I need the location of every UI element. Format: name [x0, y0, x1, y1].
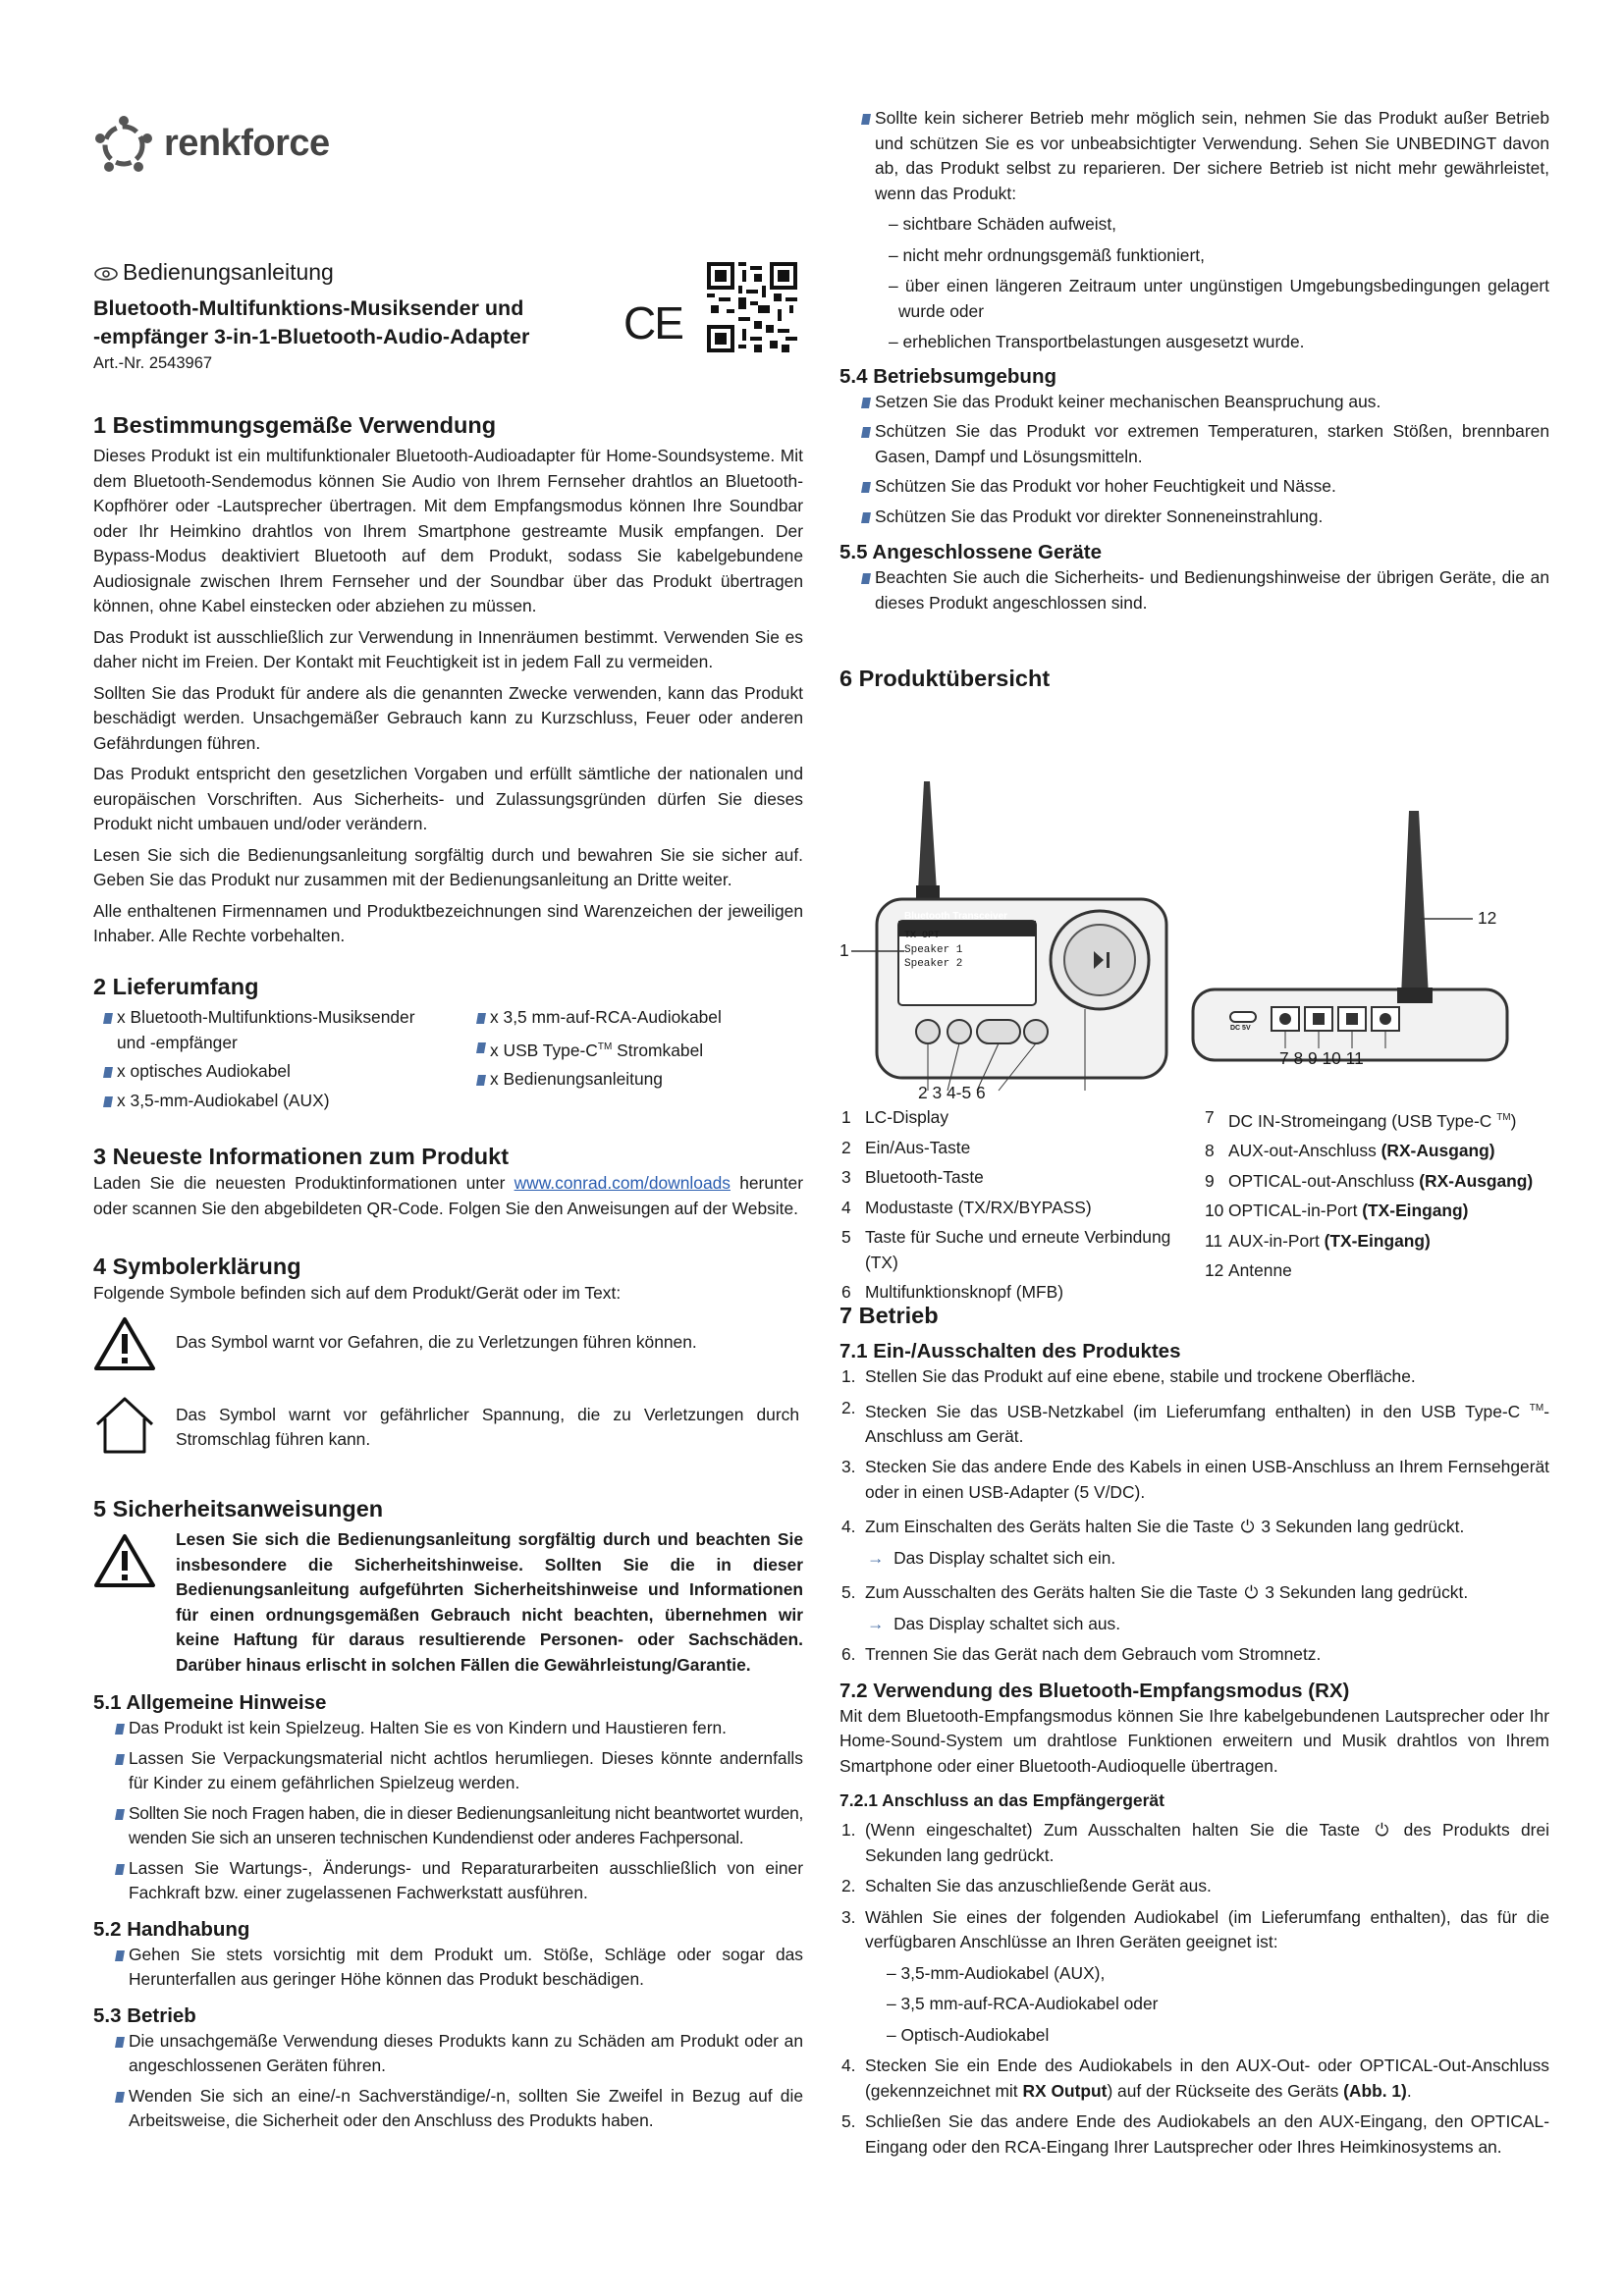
step — [839, 1455, 1549, 1505]
result-text: Das Display schaltet sich aus. — [893, 1613, 1121, 1633]
step-number: 4. — [841, 1517, 856, 1537]
step-number: 3. — [841, 1906, 856, 1927]
part-number: 5 — [841, 1227, 851, 1247]
part-number: 7 — [1205, 1107, 1215, 1127]
delivery-item — [476, 1035, 800, 1063]
part-label-close: ) — [1510, 1110, 1517, 1131]
qr-code-icon — [707, 262, 797, 352]
section-1-body — [93, 444, 803, 949]
step-text: -Anschluss am Gerät. — [865, 1401, 1549, 1446]
lcd-line-2: Speaker 2 — [904, 958, 963, 970]
warning-triangle-icon — [93, 1533, 156, 1588]
delivery-item: x Bedienungsanleitung — [476, 1067, 800, 1093]
step-result — [839, 1612, 1549, 1637]
part-label: Multifunktionsknopf (MFB) — [865, 1282, 1063, 1302]
trademark-sup: TM — [597, 1041, 613, 1052]
part-item — [839, 1225, 1173, 1275]
step-text: Schließen Sie das andere Ende des Audiokabels an den AUX-Eingang, den OPTICAL-Eingang oder den RCA-Eingang Ihrer Lautsprecher oder Ihres Heimkinosystems an. — [865, 2111, 1549, 2157]
step-number: 1. — [841, 1366, 856, 1386]
receiver-steps — [839, 1818, 1549, 2160]
list-item: Lassen Sie Wartungs-, Änderungs- und Reparaturarbeiten ausschließlich von einer Fachkraft bzw. einer zugelassenen Fachwerkstatt ausführen. — [115, 1856, 803, 1906]
dash-item: – über einen längeren Zeitraum unter ungünstigen Umgebungsbedingungen gelagert wurde oder — [889, 276, 1549, 321]
power-icon: ⏻ — [1375, 1820, 1389, 1841]
step-result — [839, 1546, 1549, 1572]
section-3-heading: 3 Neueste Informationen zum Produkt — [93, 1144, 510, 1169]
part-item — [1203, 1258, 1549, 1284]
step-number: 6. — [841, 1644, 856, 1665]
part-number: 9 — [1205, 1170, 1215, 1191]
part-label: AUX-out-Anschluss — [1228, 1141, 1381, 1161]
dash-item: – 3,5-mm-Audiokabel (AUX), — [887, 1962, 1106, 1983]
dash-item: – sichtbare Schäden aufweist, — [889, 214, 1117, 234]
power-icon: ⏻ — [1240, 1517, 1255, 1537]
list-item: Lassen Sie Verpackungsmaterial nicht achtlos herumliegen. Dieses könnte andernfalls für Kinder zu einem gefährlichen Spielzeug werden. — [115, 1746, 803, 1796]
part-item — [1203, 1139, 1549, 1164]
paragraph: Lesen Sie sich die Bedienungsanleitung sorgfältig durch und bewahren Sie sie sicher auf. Geben Sie das Produkt nur zusammen mit der Bedienungsanleitung an Dritte weiter. — [93, 844, 803, 889]
callout-7-11: 7 8 9 10 11 — [1279, 1048, 1364, 1068]
part-item — [839, 1196, 1173, 1221]
general-notes-list — [115, 1716, 803, 1906]
step-text: 3 Sekunden lang gedrückt. — [1256, 1517, 1465, 1537]
document-title — [93, 294, 800, 351]
front-antenna — [918, 781, 937, 891]
section-5-1-heading: 5.1 Allgemeine Hinweise — [93, 1691, 327, 1714]
paragraph: Dieses Produkt ist ein multifunktionaler Bluetooth-Audioadapter für Home-Soundsysteme. Mit dem Bluetooth-Sendemodus können Sie Audio von Ihrem Fernseher drahtlos an Bluetooth-Kopfhörer oder -Lautsprecher übertragen. Mit dem Empfangsmodus können Ihre Soundbar oder Ihr Heimkino drahtlos von Ihrem Smartphone gestreamte Musik empfangen. Der Bypass-Modus deaktiviert Bluetooth auf dem Produkt, sodass Sie kabelgebundene Audiosignale zwischen Ihrem Fernseher und der Soundbar über das Produkt übertragen können, ohne Kabel einstecken oder abziehen zu müssen. — [93, 446, 803, 615]
symbol-1-text: Das Symbol warnt vor Gefahren, die zu Verletzungen führen können. — [176, 1331, 697, 1352]
section-5-2-heading: 5.2 Handhabung — [93, 1917, 250, 1941]
step-bold: RX Output — [1022, 2080, 1108, 2101]
part-label-bold: (RX-Ausgang) — [1380, 1141, 1495, 1161]
pair-button — [1024, 1020, 1048, 1043]
renkforce-logo-icon — [93, 115, 154, 176]
list-item: Schützen Sie das Produkt vor hoher Feuchtigkeit und Nässe. — [861, 474, 1549, 500]
eye-icon — [93, 266, 119, 282]
part-label: Modustaste (TX/RX/BYPASS) — [865, 1197, 1092, 1217]
step-text: ) auf der Rückseite des Geräts — [1107, 2080, 1344, 2101]
part-item — [1203, 1105, 1549, 1134]
power-button — [916, 1020, 940, 1043]
delivery-list — [93, 1005, 803, 1113]
power-steps — [839, 1364, 1549, 1668]
usb-type-c-label: x USB Type-C — [490, 1040, 598, 1060]
callout-1: 1 — [839, 940, 849, 960]
section-1-heading: 1 Bestimmungsgemäße Verwendung — [93, 412, 497, 438]
brand-logo — [93, 113, 349, 182]
step — [839, 1580, 1549, 1606]
section-7-2-heading: 7.2 Verwendung des Bluetooth-Empfangsmodus (RX) — [839, 1679, 1350, 1702]
article-number: Art.-Nr. 2543967 — [93, 354, 213, 372]
parts-list — [839, 1105, 1549, 1309]
step-text: Trennen Sie das Gerät nach dem Gebrauch vom Stromnetz. — [865, 1644, 1322, 1665]
part-number: 10 — [1205, 1201, 1224, 1221]
section-7-heading: 7 Betrieb — [839, 1303, 939, 1328]
title-line-2: -empfänger 3-in-1-Bluetooth-Audio-Adapter — [93, 325, 530, 348]
step-text: Stecken Sie ein Ende des Audiokabels in den AUX-Out- oder OPTICAL-Out-Anschluss (gekennzeichnet mit — [865, 2056, 1549, 2101]
part-item — [839, 1165, 1173, 1191]
lcd-title: Bluetooth Transceiver — [904, 911, 1008, 922]
part-label: Taste für Suche und erneute Verbindung (TX) — [865, 1227, 1171, 1272]
delivery-item: x 3,5-mm-Audiokabel (AUX) — [103, 1089, 442, 1114]
dash-item: – nicht mehr ordnungsgemäß funktioniert, — [889, 244, 1205, 265]
step-bold: (Abb. 1) — [1343, 2080, 1407, 2101]
step-number: 5. — [841, 1582, 856, 1603]
part-label: OPTICAL-out-Anschluss — [1228, 1170, 1420, 1191]
step-text: Schalten Sie das anzuschließende Gerät aus. — [865, 1876, 1212, 1896]
step-text: (Wenn eingeschaltet) Zum Ausschalten halten Sie die Taste — [865, 1820, 1372, 1841]
environment-list — [861, 390, 1549, 530]
list-item: Sollte kein sicherer Betrieb mehr möglich sein, nehmen Sie das Produkt außer Betrieb und schützen Sie es vor unbeabsichtigter Verwendung. Sehen Sie UNBEDINGT davon ab, das Produkt selbst zu reparieren. Der sichere Betrieb ist nicht mehr gewährleistet, wenn das Produkt: — [861, 106, 1549, 206]
part-number: 12 — [1205, 1260, 1224, 1281]
list-item: Sollten Sie noch Fragen haben, die in dieser Bedienungsanleitung nicht beantwortet wurden, wenden Sie sich an unseren technischen Kundendienst oder anderes Fachpersonal. — [115, 1801, 803, 1851]
section-4-heading: 4 Symbolerklärung — [93, 1254, 301, 1279]
operation-list — [115, 2029, 803, 2134]
doc-type-label: Bedienungsanleitung — [123, 259, 334, 285]
part-label-bold: (RX-Ausgang) — [1419, 1170, 1534, 1191]
list-item: Schützen Sie das Produkt vor direkter Sonneneinstrahlung. — [861, 505, 1549, 530]
step-text: Stecken Sie das USB-Netzkabel (im Lieferumfang enthalten) in den USB Type-C — [865, 1401, 1530, 1421]
house-icon — [93, 1395, 156, 1456]
lcd-line-0: TX OPT — [904, 931, 941, 941]
step-text: Zum Einschalten des Geräts halten Sie die Taste — [865, 1517, 1239, 1537]
usb-suffix: Stromkabel — [612, 1040, 704, 1060]
part-label: DC IN-Stromeingang (USB Type-C — [1228, 1110, 1497, 1131]
step — [839, 1874, 1549, 1899]
arrow-icon: → — [867, 1547, 885, 1568]
part-number: 1 — [841, 1107, 851, 1127]
delivery-item: x 3,5 mm-auf-RCA-Audiokabel — [476, 1005, 800, 1031]
list-item: Schützen Sie das Produkt vor extremen Temperaturen, starken Stößen, brennbaren Gasen, Dampf und Lösungsmitteln. — [861, 419, 1549, 469]
paragraph: Das Produkt entspricht den gesetzlichen Vorgaben und erfüllt sämtliche der nationalen und europäischen Vorschriften. Aus Sicherheits- und Zulassungsgründen dürfen Sie dieses Produkt nicht umbauen und/oder verändern. — [93, 764, 803, 833]
section-7-1-heading: 7.1 Ein-/Ausschalten des Produktes — [839, 1340, 1181, 1362]
list-item: Die unsachgemäße Verwendung dieses Produkts kann zu Schäden am Produkt oder an angeschlossenen Geräten führen. — [115, 2029, 803, 2079]
step — [839, 2054, 1549, 2104]
section-5-4-heading: 5.4 Betriebsumgebung — [839, 364, 1056, 388]
part-number: 3 — [841, 1167, 851, 1187]
step-number: 2. — [841, 1876, 856, 1896]
list-item: Das Produkt ist kein Spielzeug. Halten Sie es von Kindern und Haustieren fern. — [115, 1716, 803, 1741]
part-item — [839, 1105, 1173, 1131]
usb-c-port — [1230, 1012, 1256, 1022]
part-number: 6 — [841, 1282, 851, 1302]
section-5-3-heading: 5.3 Betrieb — [93, 2003, 196, 2027]
delivery-item: x optisches Audiokabel — [103, 1059, 442, 1085]
section-2-heading: 2 Lieferumfang — [93, 974, 259, 999]
part-item — [1203, 1229, 1549, 1255]
part-number: 2 — [841, 1137, 851, 1157]
device-illustration — [839, 703, 1549, 1105]
warning-triangle-icon — [93, 1316, 156, 1371]
section-7-2-1-heading: 7.2.1 Anschluss an das Empfängergerät — [839, 1790, 1164, 1811]
step-number: 3. — [841, 1457, 856, 1477]
text: herunter oder scannen Sie den abgebildeten QR-Code. Folgen Sie den Anweisungen auf der Website. — [93, 1173, 803, 1218]
text: Laden Sie die neuesten Produktinformationen unter — [93, 1173, 514, 1193]
step — [839, 1818, 1549, 1868]
paragraph: Sollten Sie das Produkt für andere als die genannten Zwecke verwenden, kann das Produkt beschädigt werden. Unsachgemäßer Gebrauch kann zu Kurzschluss, Feuer oder anderen Gefährdungen führen. — [93, 682, 803, 753]
dash-item: – 3,5 mm-auf-RCA-Audiokabel oder — [887, 1994, 1159, 2014]
safety-warning-text: Lesen Sie sich die Bedienungsanleitung sorgfältig durch und beachten Sie insbesondere die Sicherheitshinweise. Sollten Sie die in dieser Bedienungsanleitung aufgeführten Sicherheitshinweise und Informationen für einen ordnungsgemäßen Gebrauch nicht beachten, übernehmen wir keine Haftung für daraus resultierende Personen- oder Sachschäden. Darüber hinaus erlischt in solchen Fällen die Gewährleistung/Garantie. — [176, 1529, 803, 1675]
ce-mark: CE — [623, 297, 682, 348]
step — [839, 1905, 1549, 1955]
arrow-icon: → — [867, 1613, 885, 1633]
lcd-line-1: Speaker 1 — [904, 944, 963, 956]
power-icon: ⏻ — [1244, 1582, 1259, 1603]
part-label: Bluetooth-Taste — [865, 1167, 984, 1187]
paragraph: Alle enthaltenen Firmennamen und Produktbezeichnungen sind Warenzeichen der jeweiligen Inhaber. Alle Rechte vorbehalten. — [93, 900, 803, 945]
paragraph: Das Produkt ist ausschließlich zur Verwendung in Innenräumen bestimmt. Verwenden Sie es daher nicht im Freien. Der Kontakt mit Feuchtigkeit ist in jedem Fall zu vermeiden. — [93, 626, 803, 671]
connected-devices-list — [861, 565, 1549, 615]
section-5-5-heading: 5.5 Angeschlossene Geräte — [839, 541, 1103, 563]
section-4-intro: Folgende Symbole befinden sich auf dem Produkt/Gerät oder im Text: — [93, 1283, 622, 1303]
result-text: Das Display schaltet sich ein. — [893, 1547, 1116, 1568]
section-6-heading: 6 Produktübersicht — [839, 666, 1051, 691]
step-number: 4. — [841, 2056, 856, 2076]
part-number: 8 — [1205, 1141, 1215, 1161]
list-item: Setzen Sie das Produkt keiner mechanischen Beanspruchung aus. — [861, 390, 1549, 415]
trademark-sup: TM — [1496, 1112, 1511, 1123]
part-label: AUX-in-Port — [1228, 1230, 1325, 1251]
bluetooth-button — [947, 1020, 971, 1043]
list-item: Beachten Sie auch die Sicherheits- und Bedienungshinweise der übrigen Geräte, die an dieses Produkt angeschlossen sind. — [861, 565, 1549, 615]
brand-name: renkforce — [164, 123, 330, 164]
part-number: 4 — [841, 1197, 851, 1217]
part-label: LC-Display — [865, 1107, 949, 1127]
title-line-1: Bluetooth-Multifunktions-Musiksender und — [93, 296, 524, 320]
part-label: Antenne — [1228, 1260, 1292, 1281]
callout-2-6: 2 3 4-5 6 — [918, 1083, 986, 1102]
product-overview-figure — [839, 703, 1549, 1105]
part-label-bold: (TX-Eingang) — [1324, 1230, 1431, 1251]
step-text: Wählen Sie eines der folgenden Audiokabel (im Lieferumfang enthalten), das für die verfügbaren Anschlüsse an Ihren Geräten geeignet ist: — [865, 1906, 1549, 1952]
trademark-sup: TM — [1529, 1402, 1544, 1414]
delivery-item: x Bluetooth-Multifunktions-Musiksender und -empfänger — [103, 1005, 441, 1055]
step — [839, 1396, 1549, 1450]
mode-button — [977, 1020, 1020, 1043]
part-item — [1203, 1169, 1549, 1195]
step-text: . — [1406, 2080, 1412, 2101]
part-number: 11 — [1205, 1230, 1223, 1251]
part-label: Ein/Aus-Taste — [865, 1137, 971, 1157]
downloads-link[interactable]: www.conrad.com/downloads — [514, 1173, 731, 1193]
port-label: DC 5V — [1230, 1025, 1251, 1032]
step-text: 3 Sekunden lang gedrückt. — [1260, 1582, 1469, 1603]
step — [839, 1642, 1549, 1668]
callout-12: 12 — [1478, 908, 1497, 928]
step-text: Stellen Sie das Produkt auf eine ebene, stabile und trockene Oberfläche. — [865, 1366, 1416, 1386]
step-number: 2. — [841, 1397, 856, 1417]
part-item — [839, 1136, 1173, 1161]
step-text: Zum Ausschalten des Geräts halten Sie die Taste — [865, 1582, 1243, 1603]
dash-item: – Optisch-Audiokabel — [887, 2024, 1050, 2045]
step-text: des Produkts drei Sekunden lang gedrückt. — [865, 1820, 1549, 1865]
section-7-2-intro: Mit dem Bluetooth-Empfangsmodus können Sie Ihre kabelgebundenen Lautsprecher oder Ihr Home-Sound-System um drahtlose Funktionen erweitern und Musik drahtlos von Ihrem Smartphone oder einer Bluetooth-Audioquelle übertragen. — [839, 1705, 1549, 1776]
dash-item: – erheblichen Transportbelastungen ausgesetzt wurde. — [889, 332, 1305, 351]
step-number: 5. — [841, 2111, 856, 2132]
symbol-2-text: Das Symbol warnt vor gefährlicher Spannung, die zu Verletzungen durch Stromschlag führen kann. — [176, 1404, 799, 1449]
part-label-bold: (TX-Eingang) — [1362, 1201, 1469, 1221]
part-label: OPTICAL-in-Port — [1228, 1201, 1363, 1221]
step — [839, 1364, 1549, 1390]
list-item: Gehen Sie stets vorsichtig mit dem Produkt um. Stöße, Schläge oder sogar das Herunterfallen aus geringer Höhe können das Produkt beschädigen. — [115, 1943, 803, 1993]
step — [839, 2109, 1549, 2160]
handling-list — [115, 1943, 803, 1993]
list-item: Wenden Sie sich an eine/-n Sachverständige/-n, sollten Sie Zweifel in Bezug auf die Arbeitsweise, die Sicherheit oder den Anschluss des Produkts haben. — [115, 2084, 803, 2134]
part-item — [1203, 1199, 1549, 1224]
step — [839, 1515, 1549, 1540]
step-text: Stecken Sie das andere Ende des Kabels in einen USB-Anschluss an Ihrem Fernsehgerät oder in einen USB-Adapter (5 V/DC). — [865, 1457, 1549, 1502]
rear-antenna — [1401, 811, 1429, 997]
operation-list-continued — [861, 106, 1549, 355]
section-3-body — [93, 1171, 803, 1221]
section-5-heading: 5 Sicherheitsanweisungen — [93, 1496, 384, 1522]
step-number: 1. — [841, 1820, 856, 1841]
doc-type — [93, 257, 800, 287]
